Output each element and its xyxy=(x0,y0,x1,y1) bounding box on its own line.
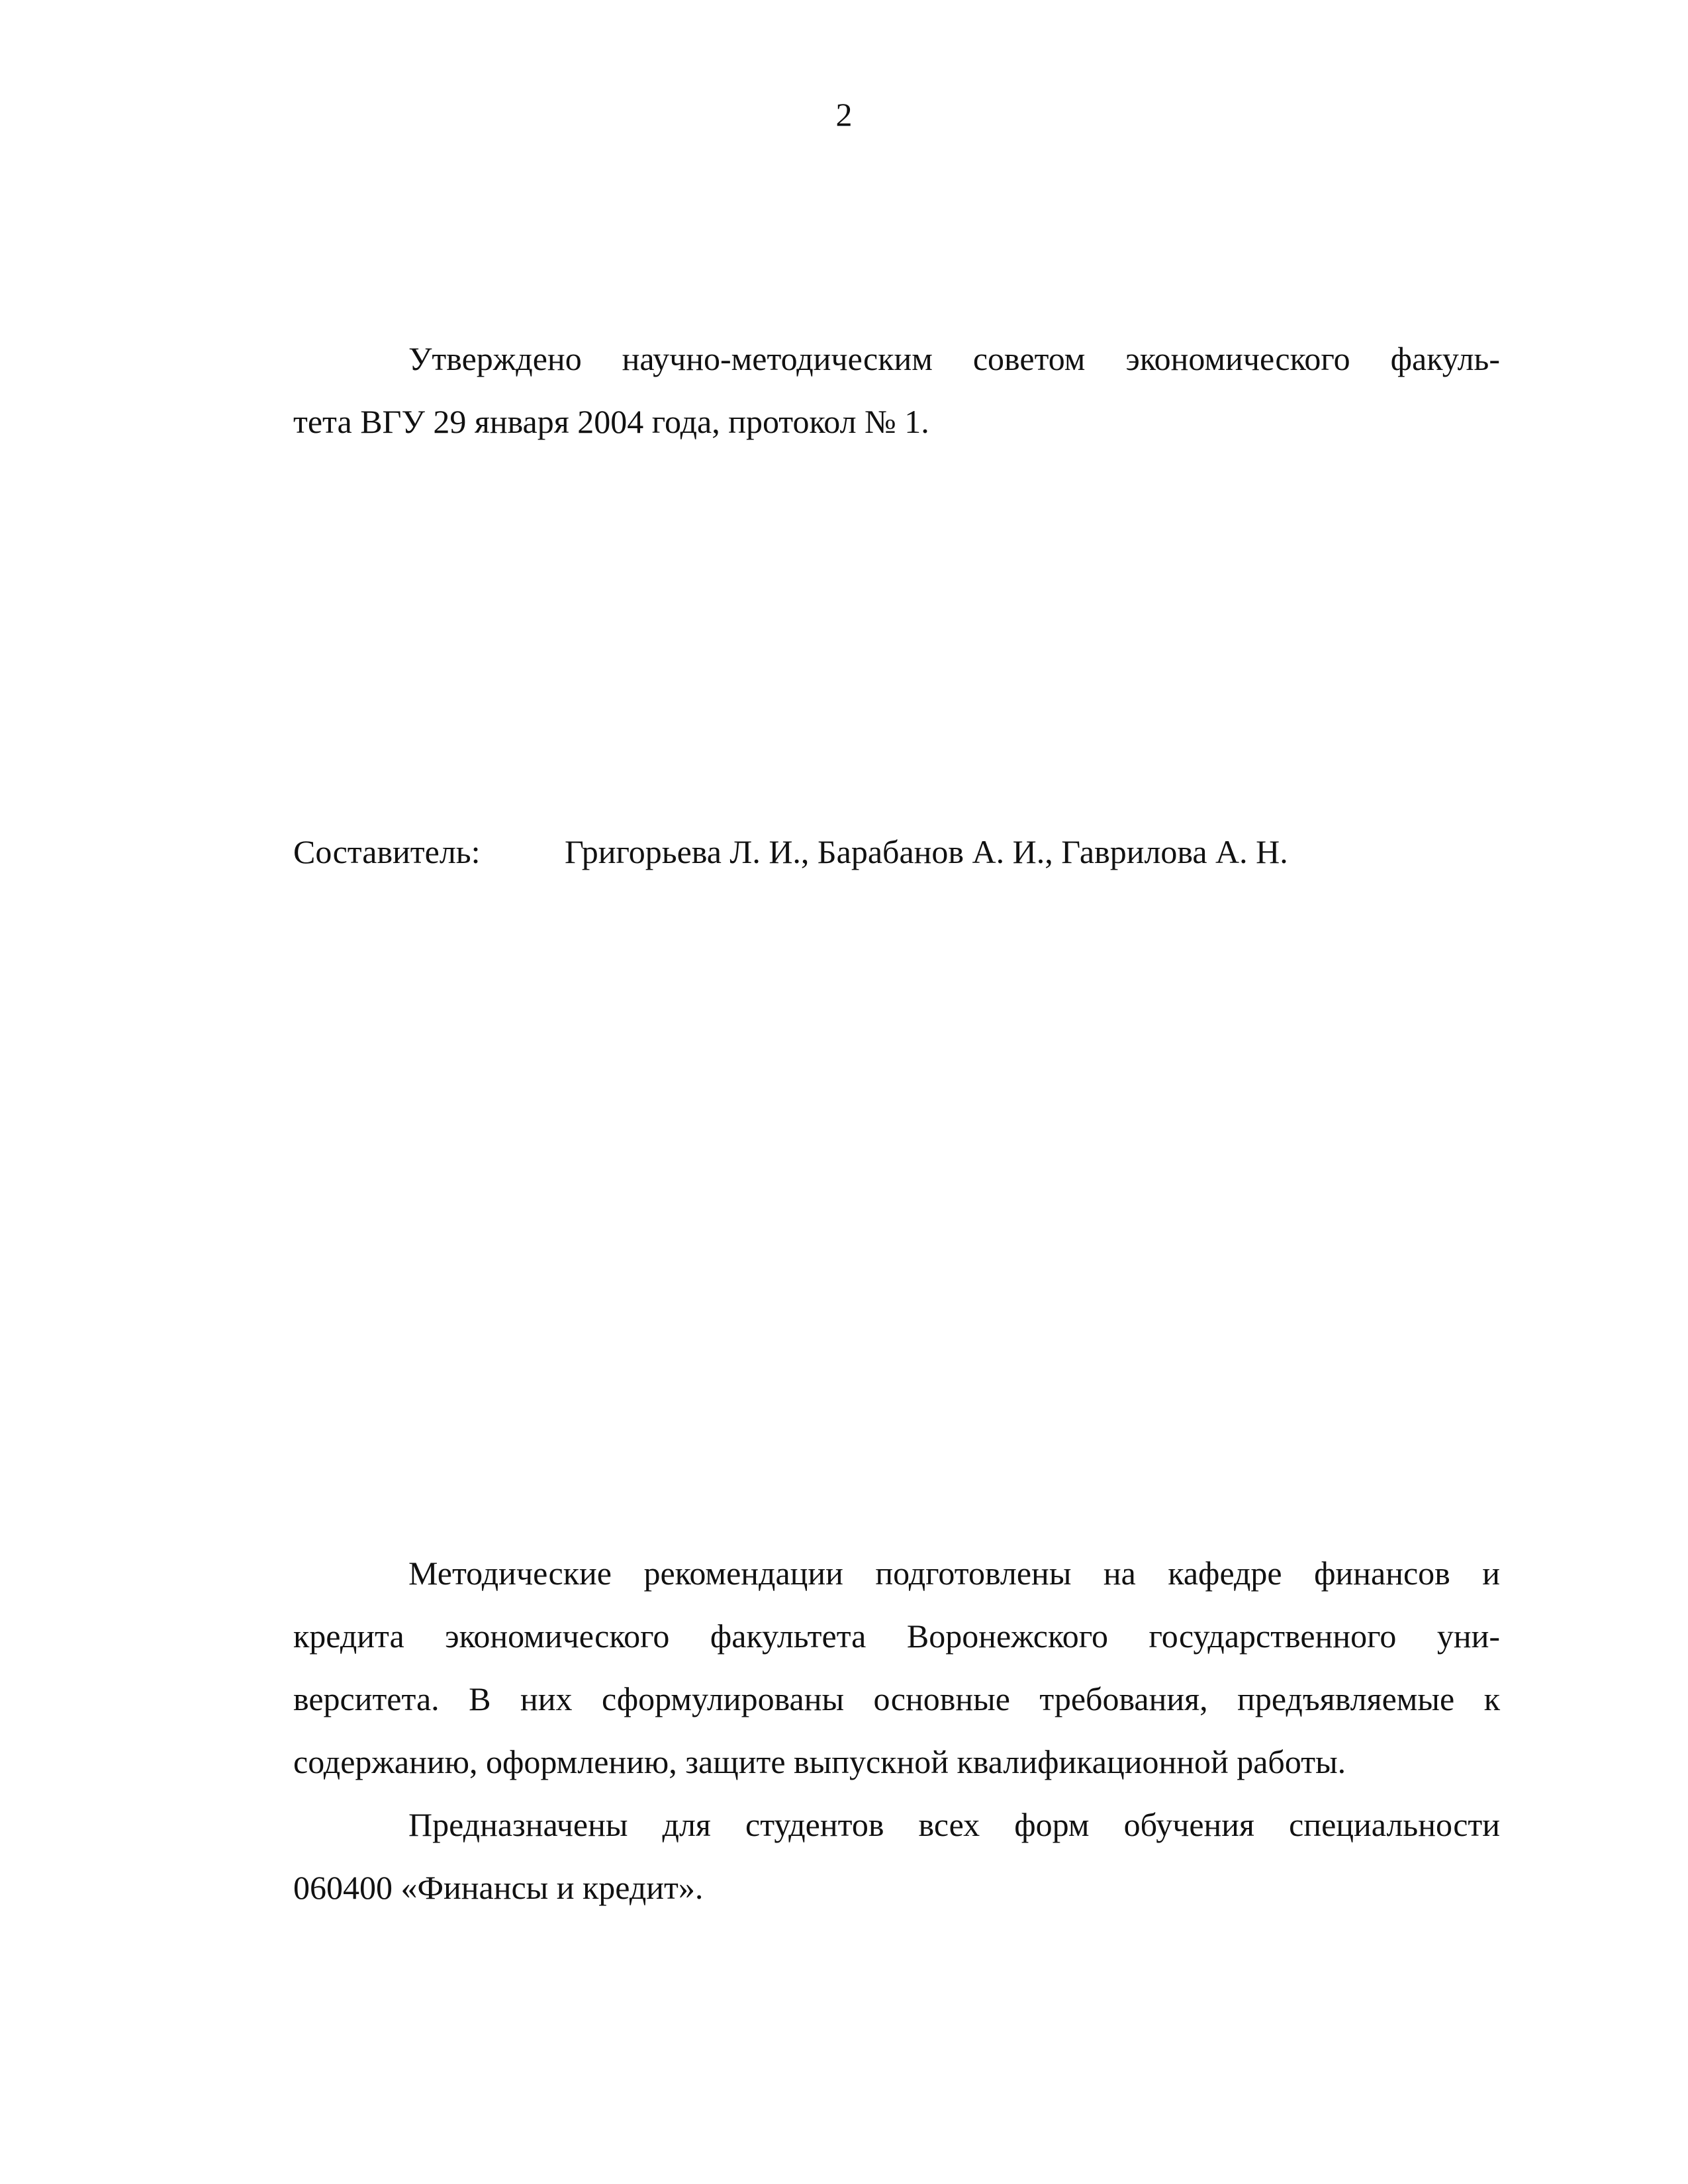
purpose-line: 060400 «Финансы и кредит». xyxy=(293,1869,704,1906)
compiler-label: Составитель: xyxy=(293,833,481,870)
approval-paragraph xyxy=(293,328,1500,453)
purpose-paragraph xyxy=(293,1794,1500,1919)
page-number: 2 xyxy=(835,96,853,133)
compiler-line xyxy=(293,821,1288,884)
description-line: верситета. В них сформулированы основные требования, предъявляемые к xyxy=(293,1680,1500,1717)
description-line: содержанию, оформлению, защите выпускной квалификационной работы. xyxy=(293,1743,1346,1780)
approval-line: тета ВГУ 29 января 2004 года, протокол № 1. xyxy=(293,403,929,440)
description-paragraph xyxy=(293,1542,1500,1794)
compiler-names: Григорьева Л. И., Барабанов А. И., Гаврилова А. Н. xyxy=(565,833,1288,870)
approval-line: Утверждено научно-методическим советом экономического факуль- xyxy=(408,340,1500,377)
purpose-line: Предназначены для студентов всех форм обучения специальности xyxy=(408,1806,1500,1843)
description-line: Методические рекомендации подготовлены на кафедре финансов и xyxy=(408,1555,1500,1592)
description-line: кредита экономического факультета Воронежского государственного уни- xyxy=(293,1617,1500,1655)
